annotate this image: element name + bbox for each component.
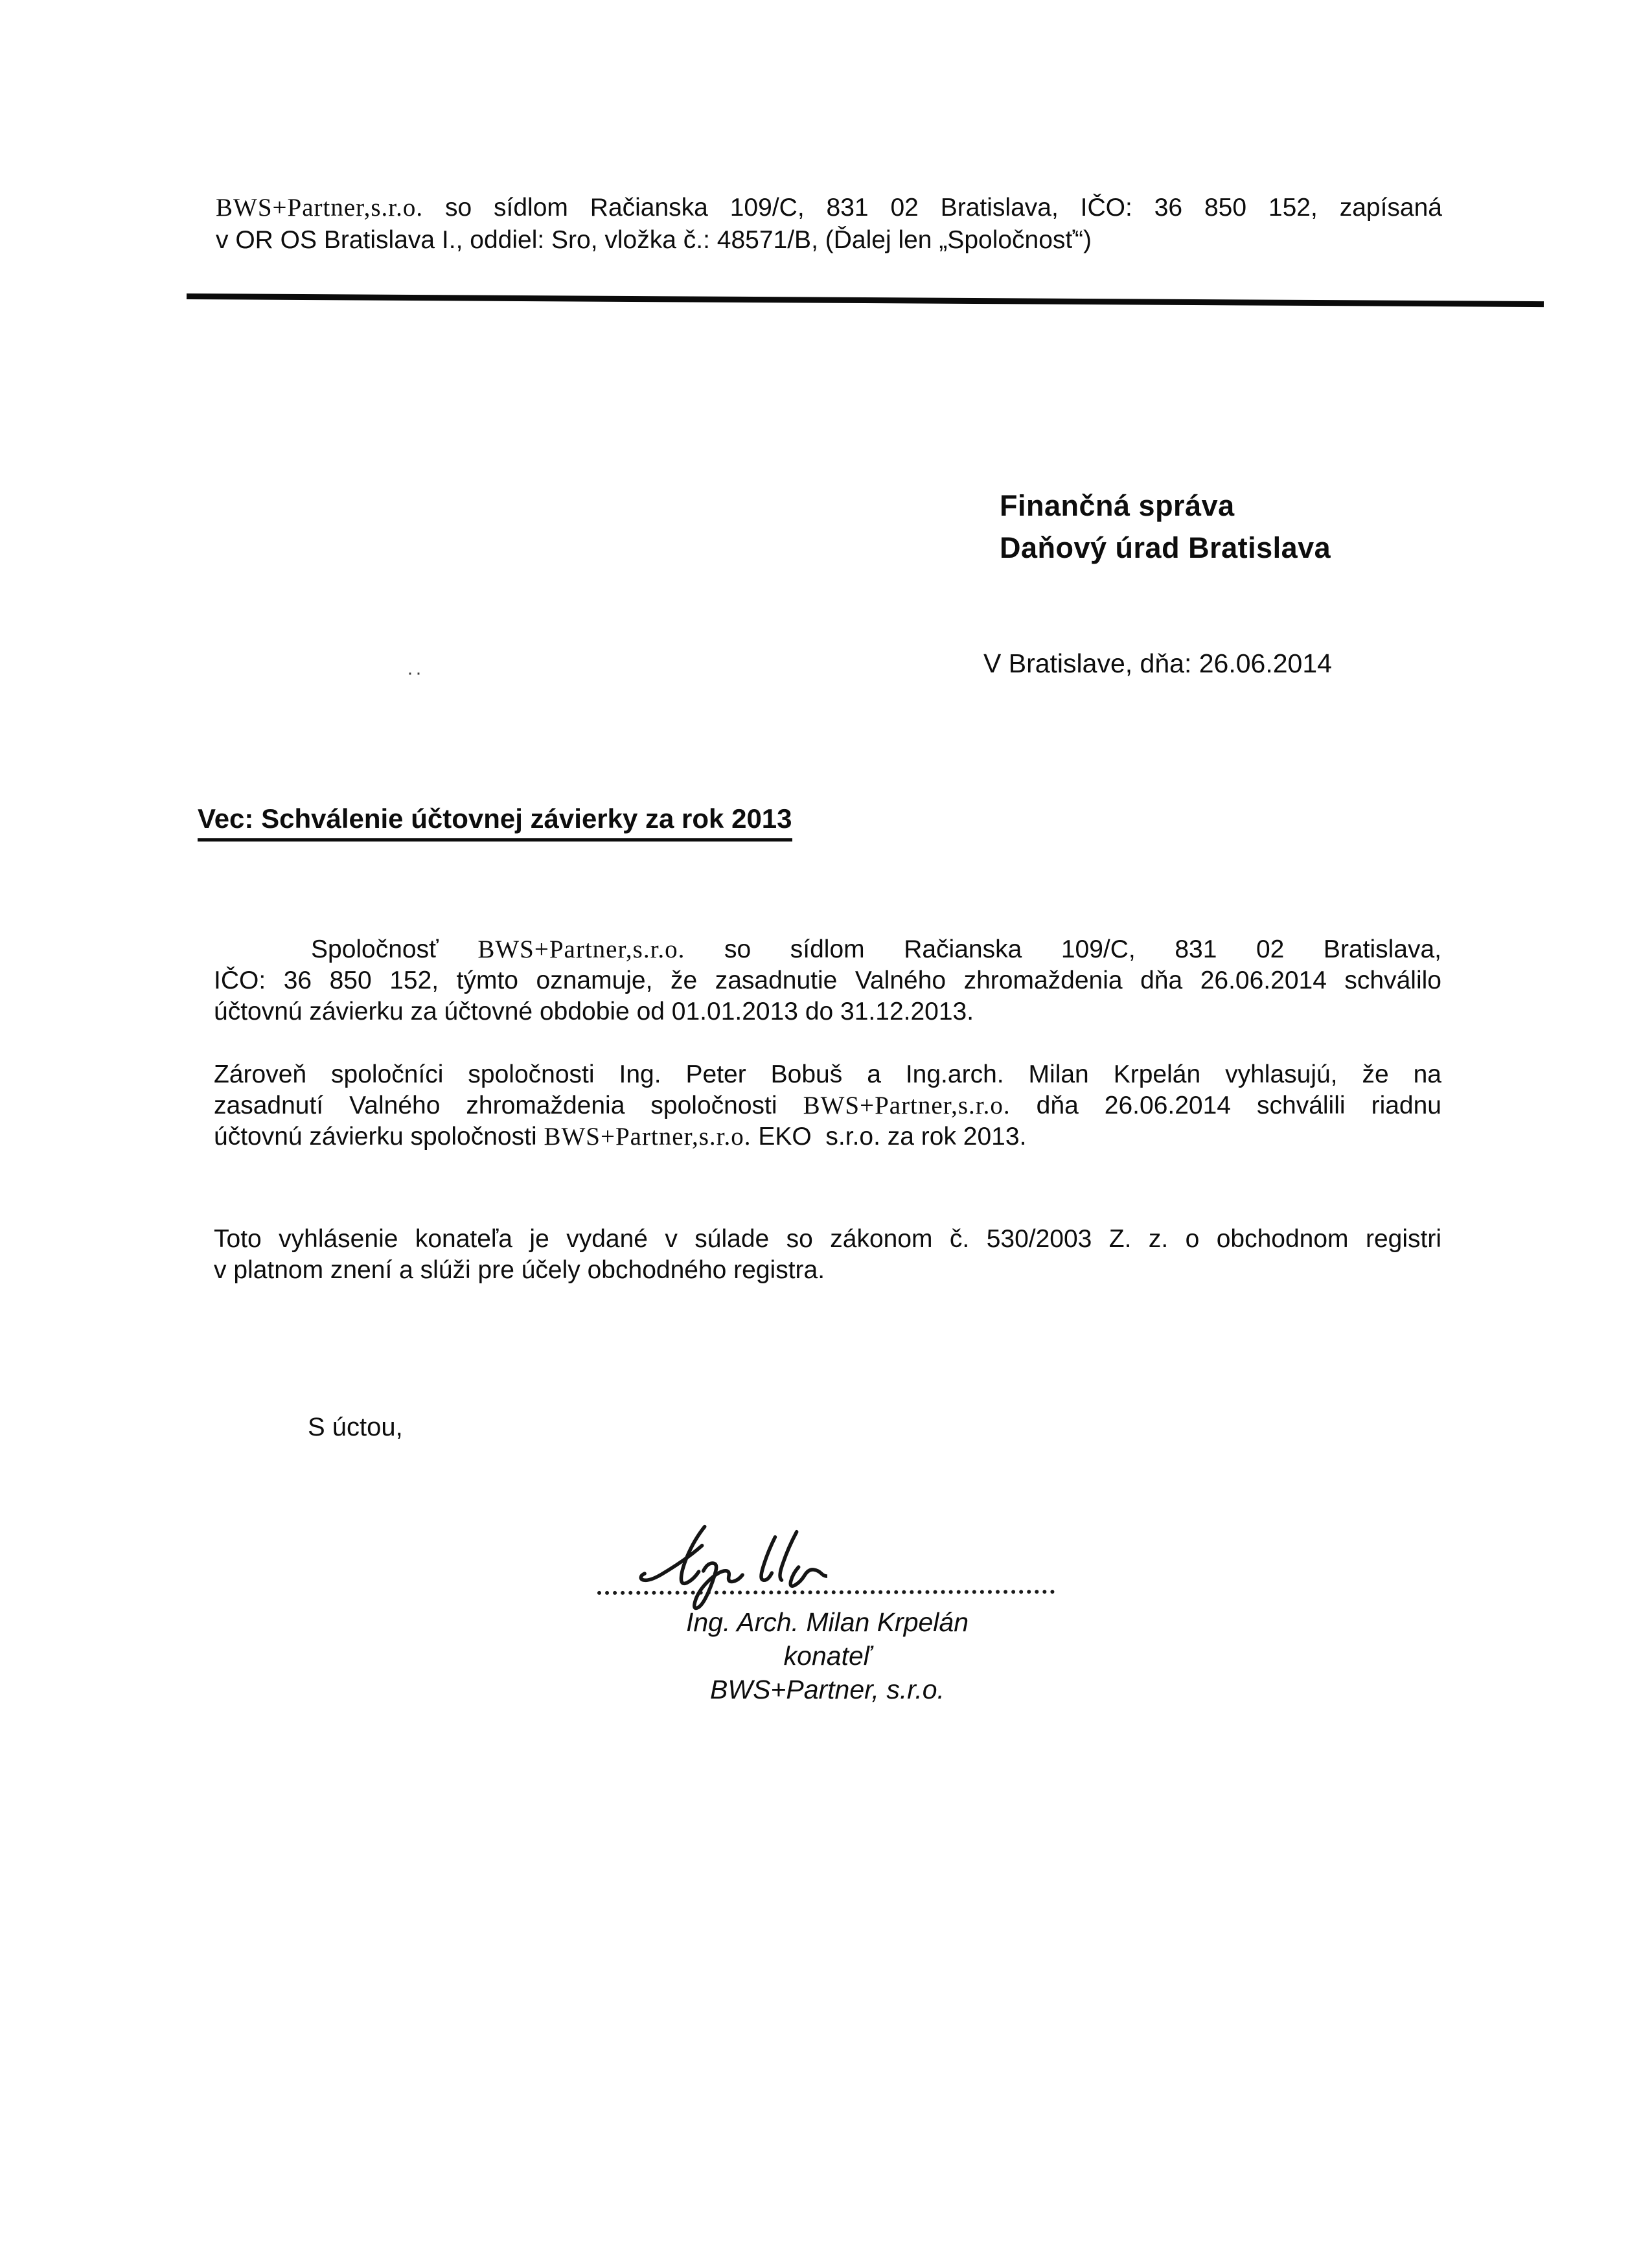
text-segment: IČO: 36 850 152, týmto oznamuje, že zasadnutie Valného zhromaždenia dňa 26.06.2014 schválilo <box>214 967 1441 994</box>
company-name-serif-segment: BWS+Partner,s.r.o. <box>477 935 685 963</box>
recipient-block <box>1000 485 1331 569</box>
text-line <box>214 1224 1441 1255</box>
text-line <box>214 965 1441 996</box>
text-line <box>214 934 1441 965</box>
body-paragraph-1 <box>214 934 1441 1027</box>
company-header <box>216 192 1442 257</box>
text-segment: Zároveň spoločníci spoločnosti Ing. Peter Bobuš a Ing.arch. Milan Krpelán vyhlasujú, že na <box>214 1060 1441 1088</box>
text-segment: v platnom znení a slúži pre účely obchodného registra. <box>214 1256 825 1284</box>
text-segment: Toto vyhlásenie konateľa je vydané v súlade so zákonom č. 530/2003 Z. z. o obchodnom registri <box>214 1225 1441 1253</box>
text-segment: účtovnú závierku spoločnosti <box>214 1123 544 1151</box>
body-paragraph-3 <box>214 1224 1441 1286</box>
text-segment: so sídlom Račianska 109/C, 831 02 Bratislava, <box>685 935 1441 963</box>
signatory-block <box>617 1605 1038 1706</box>
text-line <box>216 224 1442 257</box>
company-name-serif-segment: BWS+Partner,s.r.o. <box>216 194 424 222</box>
signature-stroke-flourish <box>641 1546 702 1581</box>
body-paragraph-2 <box>214 1059 1441 1152</box>
signatory-name: Ing. Arch. Milan Krpelán <box>685 1607 969 1637</box>
text-segment: v OR OS Bratislava I., oddiel: Sro, vložka č.: 48571/B, (Ďalej len „Spoločnosť“) <box>216 226 1092 254</box>
recipient-line-2: Daňový úrad Bratislava <box>1000 531 1331 564</box>
company-name-serif-segment: BWS+Partner,s.r.o. <box>544 1123 751 1151</box>
text-segment: so sídlom Račianska 109/C, 831 02 Bratislava, IČO: 36 850 152, zapísaná <box>423 194 1442 222</box>
header-divider-line <box>187 293 1544 307</box>
text-segment: zasadnutí Valného zhromaždenia spoločnosti <box>214 1092 803 1119</box>
text-line <box>214 1255 1441 1286</box>
subject-text: Vec: Schválenie účtovnej závierky za rok 2013 <box>198 803 792 842</box>
signature-dotted-line <box>597 1590 1055 1595</box>
date-line: V Bratislave, dňa: 26.06.2014 <box>983 648 1332 678</box>
handwritten-signature <box>638 1520 827 1612</box>
signature-stroke-tail <box>790 1567 827 1586</box>
text-segment: účtovnú závierku za účtovné obdobie od 01.01.2013 do 31.12.2013. <box>214 998 974 1025</box>
scan-artifact-dots: ·· <box>407 662 424 683</box>
signature-stroke-tall-ll <box>761 1532 797 1581</box>
signatory-company: BWS+Partner, s.r.o. <box>710 1675 945 1704</box>
signatory-role: konateľ <box>783 1641 871 1671</box>
signature-stroke-middle-loops <box>694 1563 742 1608</box>
text-line <box>216 192 1442 224</box>
text-line <box>214 1121 1441 1152</box>
text-segment: dňa 26.06.2014 schválili riadnu <box>1010 1092 1441 1119</box>
recipient-line-1: Finančná správa <box>1000 489 1235 522</box>
subject-line <box>198 803 792 834</box>
text-line <box>214 1059 1441 1090</box>
text-segment: EKO s.r.o. za rok 2013. <box>751 1123 1027 1151</box>
text-segment: Spoločnosť <box>311 935 478 963</box>
text-line <box>214 1090 1441 1121</box>
company-name-serif-segment: BWS+Partner,s.r.o. <box>803 1092 1011 1119</box>
text-line <box>214 996 1441 1027</box>
closing-salutation: S úctou, <box>308 1413 403 1441</box>
